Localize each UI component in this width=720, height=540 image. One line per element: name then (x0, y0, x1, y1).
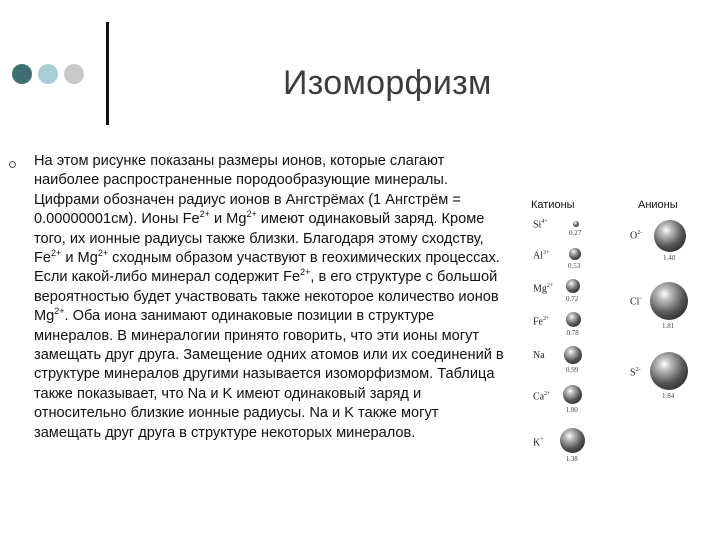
cation-label-al: $Al^{3+}$ (533, 250, 550, 262)
cation-radius-mg: 0.72 (566, 295, 579, 303)
cation-label-mg: $Mg^{2+}$ (533, 283, 554, 295)
anion-label-cl: Cl- (630, 296, 642, 308)
cation-sphere-al (569, 248, 581, 260)
cation-sphere-mg (566, 279, 580, 293)
page-title: Изоморфизм (283, 64, 492, 102)
cation-radius-na: 0.99 (566, 366, 579, 374)
anion-sphere-s (650, 352, 688, 390)
body-paragraph: На этом рисунке показаны размеры ионов, которые слагают наиболее распространенные породообразующие минералы. Цифрами обозначен радиус ионов в Ангстрёмах (1 Ангстрём = 0.00000001см). Ионы $Fe^{2+}$ и $Mg^{2+}$ имеют одинаковый заряд. Кроме того, их ионные радиусы также близки. Благодаря этому сходству, $Fe^{2+}$ и $Mg^{2+}$ сходным образом участвуют в геохимических процессах. Если какой-либо минерал содержит $Fe^{2+}$, в его структуре с большой вероятностью будет участвовать также некоторое количество ионов $Mg^{2+}$. Оба иона занимают одинаковые позиции в структуре минералов. В минералогии принято говорить, что эти ионы могут замещать друг друга. Замещение одних атомов или их соединений в структуре минералов другими называется изоморфизмом. Таблица также показывает, что Na и K имеют одинаковый заряд и относительно близкие ионные радиусы. Na и K также могут замещать друг друга в структуре некоторых минералов. (34, 153, 504, 441)
cation-label-na: Na (533, 350, 545, 361)
anion-sphere-cl (650, 282, 688, 320)
dot-3 (64, 64, 84, 84)
cation-radius-fe: 0.78 (566, 329, 579, 337)
cations-header: Катионы (531, 199, 575, 211)
cation-label-fe: $Fe^{2+}$ (533, 316, 550, 328)
cation-sphere-ca (563, 385, 582, 404)
cation-sphere-na (564, 346, 582, 364)
dot-2 (38, 64, 58, 84)
cation-sphere-fe (566, 312, 581, 327)
cation-radius-si: 0.27 (569, 229, 582, 237)
cation-label-ca: $Ca^{2+}$ (533, 391, 551, 403)
anion-radius-o: 1.40 (663, 254, 676, 262)
cation-label-k: K+ (533, 437, 544, 449)
cation-radius-al: 0.53 (568, 262, 581, 270)
anion-radius-s: 1.84 (662, 392, 675, 400)
anions-header: Анионы (638, 199, 678, 211)
dot-1 (12, 64, 32, 84)
cation-sphere-k (560, 428, 585, 453)
cation-sphere-si (573, 221, 579, 227)
cation-radius-ca: 1.00 (565, 406, 578, 414)
decorative-dots (12, 64, 84, 84)
anion-label-s: $S^{2-}$ (630, 367, 641, 379)
cation-label-si: $Si^{4+}$ (533, 219, 548, 231)
anion-sphere-o (654, 220, 686, 252)
title-divider (106, 22, 109, 125)
cation-radius-k: 1.38 (565, 455, 578, 463)
anion-label-o: $O^{2-}$ (630, 230, 643, 242)
bullet-icon (9, 161, 16, 168)
anion-radius-cl: 1.81 (662, 322, 675, 330)
